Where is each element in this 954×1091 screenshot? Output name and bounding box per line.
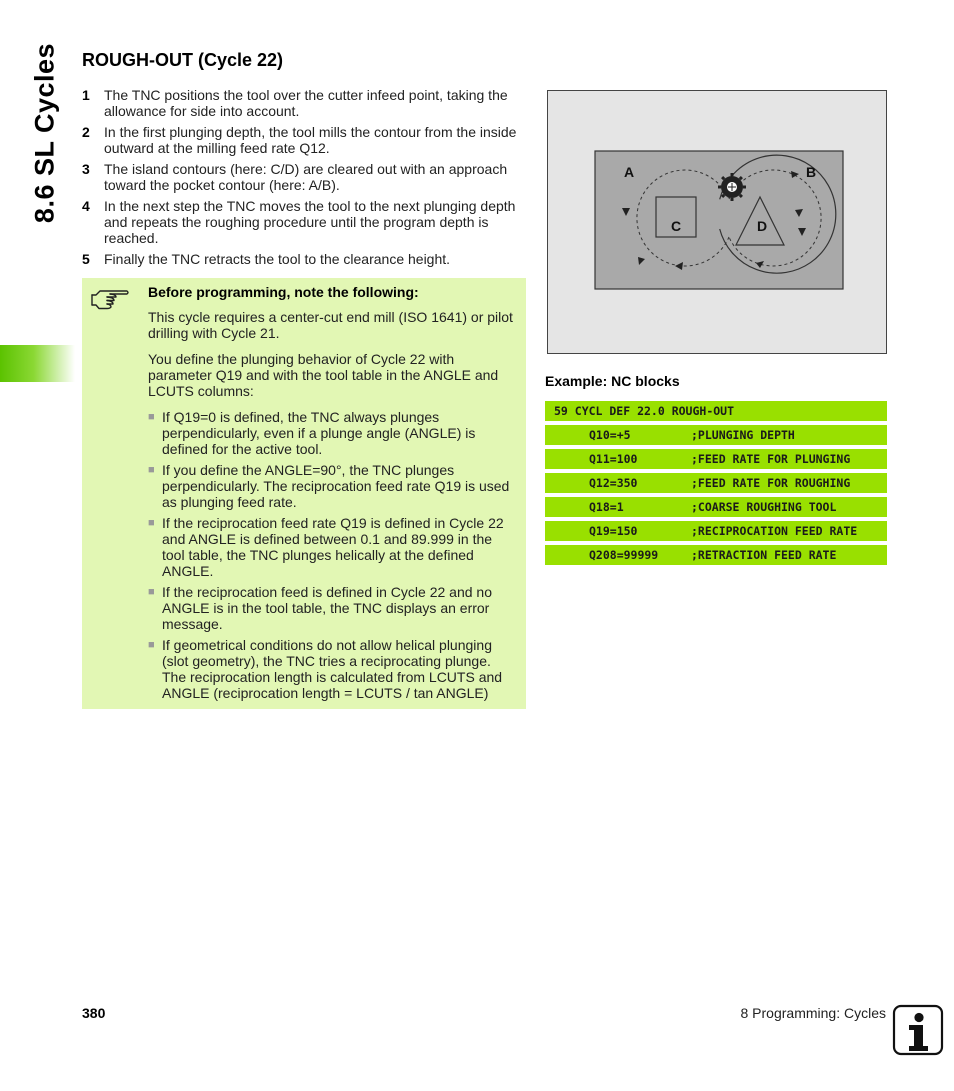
nc-block-row: [545, 521, 887, 541]
list-item: [148, 515, 516, 579]
example-title: Example: NC blocks: [545, 373, 680, 389]
list-item: [82, 198, 526, 246]
chapter-footer: 8 Programming: Cycles: [740, 1005, 886, 1021]
info-icon: [892, 1004, 944, 1056]
nc-code: Q18=1: [589, 500, 624, 514]
nc-code: Q208=99999: [589, 548, 659, 562]
step-number: 3: [82, 161, 90, 177]
nc-comment: ;FEED RATE FOR ROUGHING: [691, 476, 851, 490]
page-title: ROUGH-OUT (Cycle 22): [82, 50, 284, 70]
list-item: [148, 637, 516, 701]
nc-comment: ;COARSE ROUGHING TOOL: [691, 500, 837, 514]
nc-block-row: [545, 497, 887, 517]
nc-block-row: [545, 425, 887, 445]
programming-note-box: [82, 278, 526, 709]
bullet-text: If Q19=0 is defined, the TNC always plunges perpendicularly, even if a plunge angle (ANGLE) is defined for the active tool.: [162, 409, 476, 457]
nc-code: Q10=+5: [589, 428, 631, 442]
nc-code: Q11=100: [589, 452, 638, 466]
chapter-side-title: 8.6 SL Cycles: [29, 42, 60, 223]
nc-block-list: [545, 401, 887, 569]
note-paragraph: This cycle requires a center-cut end mill (ISO 1641) or pilot drilling with Cycle 21.: [148, 309, 513, 341]
list-item: [82, 124, 526, 156]
note-title: Before programming, note the following:: [148, 284, 419, 300]
nc-comment: ;RECIPROCATION FEED RATE: [691, 524, 858, 538]
list-item: [148, 462, 516, 510]
note-bullet-list: [148, 409, 516, 701]
chapter-tab-marker: [0, 345, 75, 382]
nc-code: Q19=150: [589, 524, 638, 538]
bullet-text: If you define the ANGLE=90°, the TNC plunges perpendicularly. The reciprocation feed rate Q19 is used as plunging feed rate.: [162, 462, 510, 510]
rough-out-diagram: [547, 90, 887, 354]
step-text: Finally the TNC retracts the tool to the clearance height.: [104, 251, 451, 267]
square-bullet-icon: ■: [148, 464, 155, 476]
step-text: In the next step the TNC moves the tool to the next plunging depth and repeats the roughing procedure until the program depth is reached.: [104, 198, 516, 246]
note-paragraph: You define the plunging behavior of Cycle 22 with parameter Q19 and with the tool table in the ANGLE and LCUTS columns:: [148, 351, 499, 399]
bullet-text: If geometrical conditions do not allow helical plunging (slot geometry), the TNC tries a reciprocating plunge. The reciprocation length is calculated from LCUTS and ANGLE (reciprocation length = LCUTS / tan ANGLE): [162, 637, 503, 701]
list-item: [148, 409, 516, 457]
list-item: [82, 87, 526, 119]
bullet-text: If the reciprocation feed is defined in Cycle 22 and no ANGLE is in the tool table, the TNC displays an error message.: [162, 584, 492, 632]
step-text: In the first plunging depth, the tool mills the contour from the inside outward at the milling feed rate Q12.: [104, 124, 517, 156]
nc-block-row: [545, 473, 887, 493]
nc-block-row: [545, 449, 887, 469]
list-item: [82, 161, 526, 193]
nc-comment: ;RETRACTION FEED RATE: [691, 548, 837, 562]
label-b: B: [805, 164, 817, 180]
step-number: 5: [82, 251, 90, 267]
page-number: 380: [82, 1005, 106, 1021]
square-bullet-icon: ■: [148, 517, 155, 529]
label-c: C: [670, 218, 682, 234]
step-text: The island contours (here: C/D) are cleared out with an approach toward the pocket contour (here: A/B).: [104, 161, 508, 193]
step-text: The TNC positions the tool over the cutter infeed point, taking the allowance for side into account.: [104, 87, 508, 119]
procedure-steps: [82, 87, 526, 272]
step-number: 2: [82, 124, 90, 140]
bullet-text: If the reciprocation feed rate Q19 is defined in Cycle 22 and ANGLE is defined between 0.1 and 89.999 in the tool table, the TNC plunges helically at the defined ANGLE.: [162, 515, 504, 579]
step-number: 4: [82, 198, 90, 214]
nc-block-row: [545, 545, 887, 565]
pointing-hand-icon: [90, 286, 130, 312]
square-bullet-icon: ■: [148, 586, 155, 598]
rough-out-diagram-svg: [548, 91, 886, 353]
square-bullet-icon: ■: [148, 639, 155, 651]
list-item: [148, 584, 516, 632]
step-number: 1: [82, 87, 90, 103]
nc-comment: ;PLUNGING DEPTH: [691, 428, 795, 442]
nc-block-row: [545, 401, 887, 421]
square-bullet-icon: ■: [148, 411, 155, 423]
nc-code: Q12=350: [589, 476, 638, 490]
label-d: D: [756, 218, 768, 234]
nc-comment: ;FEED RATE FOR PLUNGING: [691, 452, 851, 466]
list-item: [82, 251, 526, 267]
nc-code: 59 CYCL DEF 22.0 ROUGH-OUT: [554, 404, 735, 418]
label-a: A: [623, 164, 635, 180]
